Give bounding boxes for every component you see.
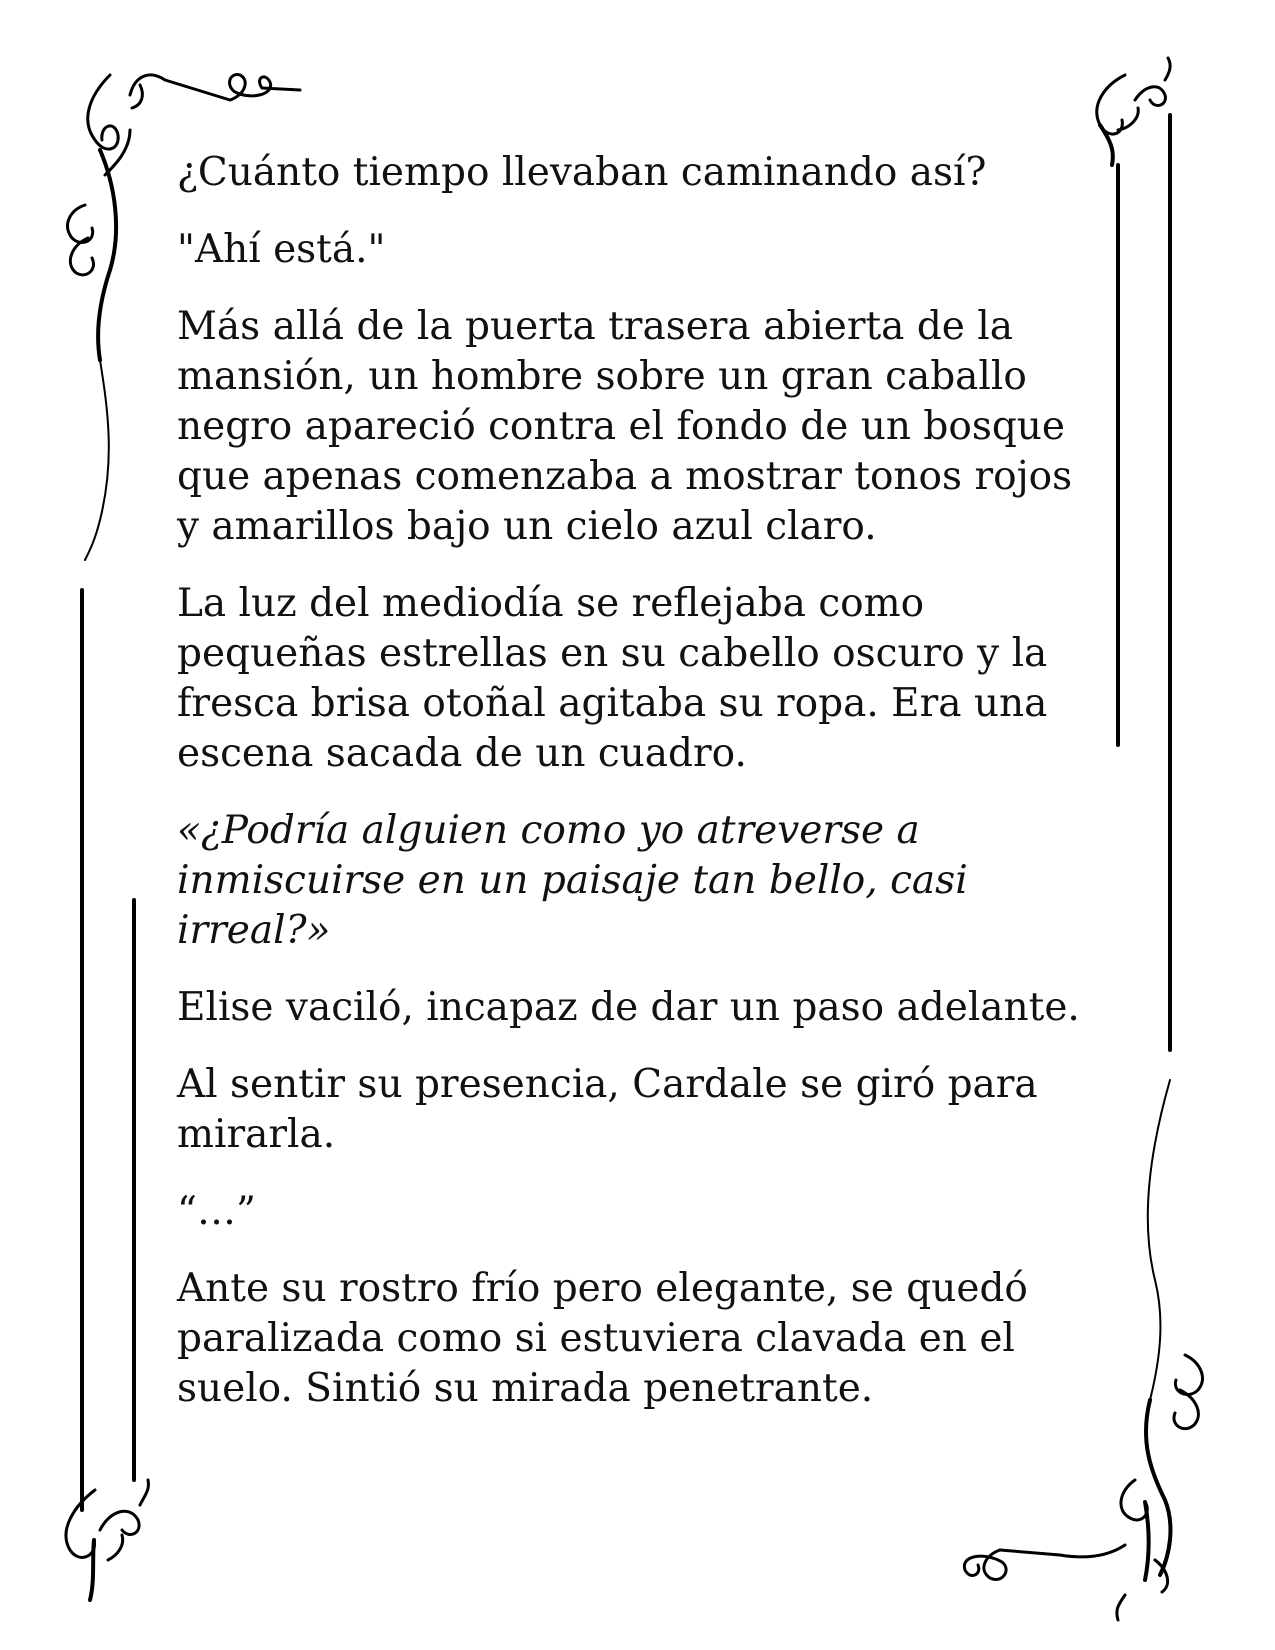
paragraph-3: Más allá de la puerta trasera abierta de la mansión, un hombre sobre un gran caballo negro apareció contra el fondo de un bosque que apenas comenzaba a mostrar tonos rojos y amarillos bajo un cielo azul claro. bbox=[177, 304, 1073, 549]
bottom-left-flourish bbox=[66, 1480, 148, 1600]
paragraph-6: Elise vaciló, incapaz de dar un paso adelante. bbox=[177, 985, 1080, 1030]
paragraph-4: La luz del mediodía se reflejaba como pequeñas estrellas en su cabello oscuro y la fresca brisa otoñal agitaba su ropa. Era una escena sacada de un cuadro. bbox=[177, 581, 1048, 776]
paragraph-7: Al sentir su presencia, Cardale se giró para mirarla. bbox=[177, 1062, 1038, 1157]
paragraph-1: ¿Cuánto tiempo llevaban caminando así? bbox=[177, 150, 987, 195]
top-right-flourish bbox=[1097, 58, 1170, 165]
story-text bbox=[177, 148, 1102, 1441]
paragraph-2: "Ahí está." bbox=[177, 227, 386, 272]
paragraph-5-inner-thought: «¿Podría alguien como yo atreverse a inmiscuirse en un paisaje tan bello, casi irreal?» bbox=[177, 808, 968, 953]
paragraph-8-ellipsis: “…” bbox=[177, 1189, 256, 1234]
paragraph-9: Ante su rostro frío pero elegante, se quedó paralizada como si estuviera clavada en el suelo. Sintió su mirada penetrante. bbox=[177, 1266, 1028, 1411]
